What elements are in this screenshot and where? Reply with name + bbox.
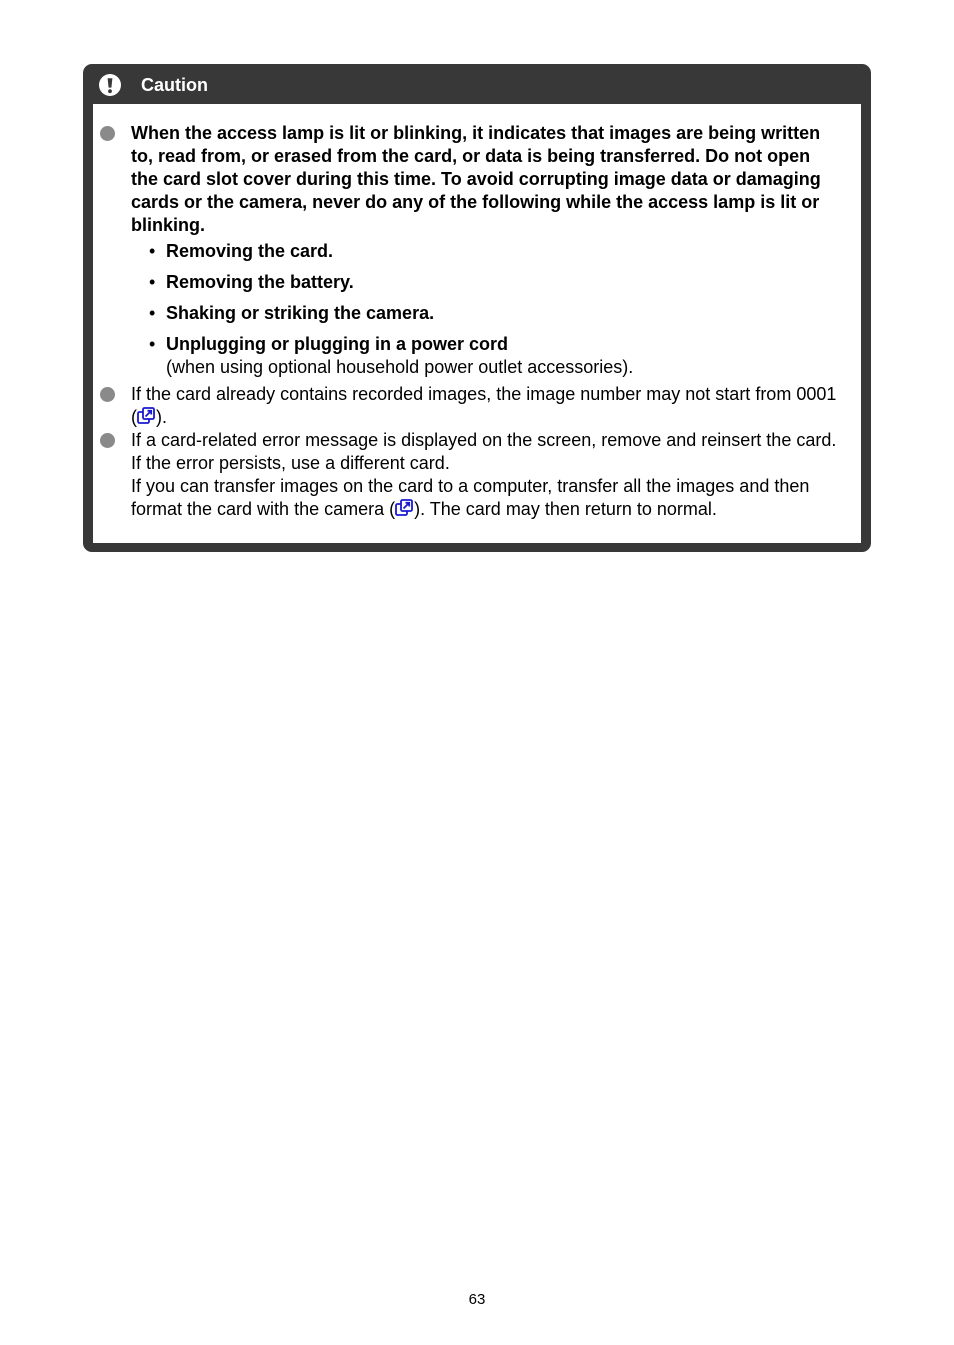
list-item-text: Removing the card.	[166, 241, 334, 261]
list-item	[131, 271, 839, 294]
list-item	[131, 333, 839, 379]
page-number: 63	[468, 1291, 486, 1308]
page-link-icon[interactable]	[395, 499, 414, 518]
caution-item-text: If a card-related error message is displayed on the screen, remove and reinsert the card. If the error persists, use a different card.	[131, 430, 837, 473]
list-item-note: (when using optional household power outlet accessories).	[166, 357, 634, 377]
list-item-text: Removing the battery.	[166, 272, 354, 292]
caution-item-text-end: ).	[156, 407, 167, 427]
list-item	[131, 302, 839, 325]
caution-item-access-lamp	[131, 122, 839, 379]
bullet: •	[149, 303, 156, 323]
caution-title: Caution	[141, 75, 208, 95]
bullet-dot	[100, 387, 115, 402]
caution-body	[93, 104, 861, 543]
caution-item-image-number	[131, 383, 839, 429]
list-item-text: Shaking or striking the camera.	[166, 303, 435, 323]
exclamation-icon	[99, 74, 121, 96]
forbidden-actions-list	[131, 240, 839, 379]
bullet-dot	[100, 126, 115, 141]
caution-header	[83, 64, 871, 104]
list-item	[131, 240, 839, 263]
bullet-dot	[100, 433, 115, 448]
bullet: •	[149, 272, 156, 292]
caution-item-text: If the card already contains recorded images, the image number may not start from 0001 (	[131, 384, 837, 427]
bullet: •	[149, 241, 156, 261]
page-link-icon[interactable]	[137, 407, 156, 426]
caution-item-text-2: If you can transfer images on the card to a computer, transfer all the images and then format the card with the camera (	[131, 476, 810, 519]
caution-item-card-error	[131, 429, 839, 521]
caution-item-text-end: ). The card may then return to normal.	[414, 499, 717, 519]
bullet: •	[149, 334, 156, 354]
caution-box	[83, 64, 871, 552]
list-item-text: Unplugging or plugging in a power cord	[166, 334, 508, 354]
caution-item-text: When the access lamp is lit or blinking, it indicates that images are being written to, read from, or erased from the card, or data is being transferred. Do not open the card slot cover during this time. To avoid corrupting image data or damaging cards or the camera, never do any of the following while the access lamp is lit or blinking.	[131, 123, 821, 235]
